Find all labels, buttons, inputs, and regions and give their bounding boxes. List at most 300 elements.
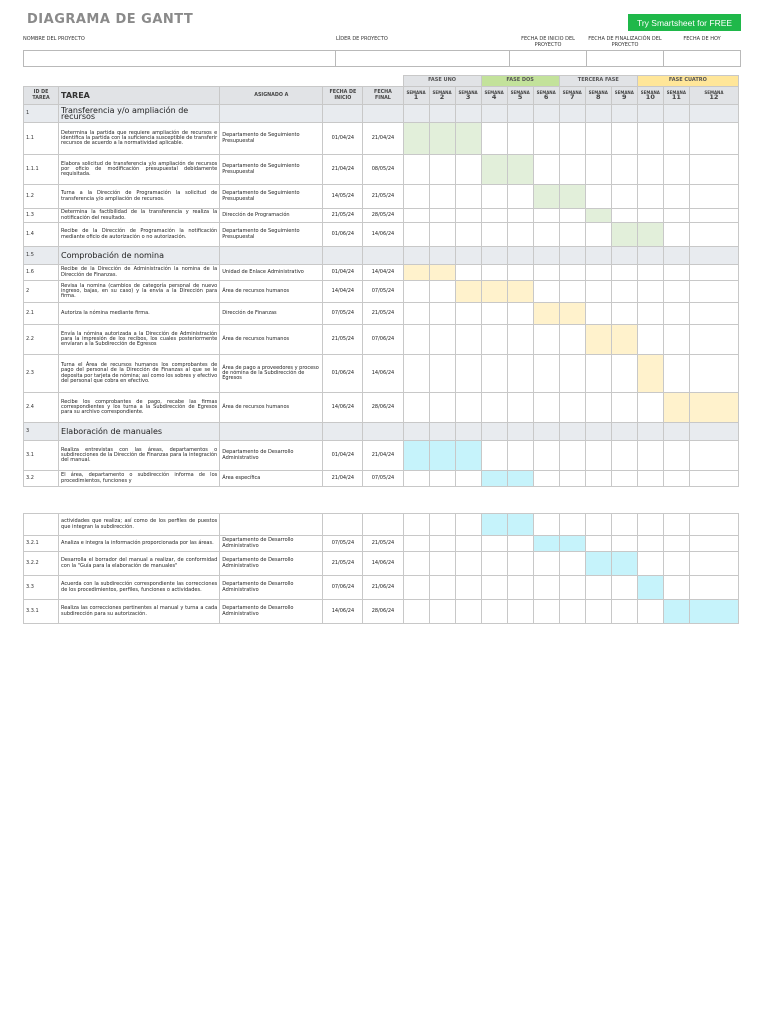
section-empty-cell: [220, 105, 323, 123]
task-assignee: Dirección de Programación: [220, 209, 323, 223]
week-cell: [611, 441, 637, 471]
week-cell: [533, 423, 559, 441]
task-start-date: 21/05/24: [323, 552, 363, 576]
week-cell: [481, 105, 507, 123]
week-cell: [429, 471, 455, 487]
project-today-field[interactable]: [663, 50, 741, 67]
week-number: 7: [569, 93, 575, 101]
week-cell: [611, 514, 637, 536]
week-cell: [429, 393, 455, 423]
section-empty-cell: [220, 423, 323, 441]
week-cell: [403, 552, 429, 576]
week-cell: [585, 223, 611, 247]
week-cell: [429, 552, 455, 576]
week-cell: [663, 576, 689, 600]
task-id: 3.2: [24, 471, 59, 487]
week-cell: [507, 123, 533, 155]
week-cell: [455, 303, 481, 325]
task-row: [24, 223, 739, 247]
week-cell: [403, 355, 429, 393]
week-label: SEMANA: [562, 89, 582, 95]
week-cell: [533, 576, 559, 600]
week-header-7: [559, 87, 585, 105]
week-cell: [689, 105, 738, 123]
week-cell: [533, 552, 559, 576]
task-id: 3.1: [24, 441, 59, 471]
week-cell: [403, 223, 429, 247]
week-cell: [559, 576, 585, 600]
week-number: 11: [671, 93, 681, 101]
week-cell: [637, 600, 663, 624]
week-cell: [455, 552, 481, 576]
week-cell-active: [533, 185, 559, 209]
week-cell: [689, 209, 738, 223]
task-description: Acuerda con la subdirección correspondiente las correcciones de los procedimientos, perfiles, funciones o actividades.: [59, 576, 220, 600]
task-end-date: [363, 514, 403, 536]
task-id: 2: [24, 281, 59, 303]
week-cell-active: [559, 536, 585, 552]
task-start-date: 01/04/24: [323, 265, 363, 281]
week-label: SEMANA: [406, 89, 426, 95]
week-cell: [429, 281, 455, 303]
phase-header-3: TERCERA FASE: [559, 76, 637, 87]
week-cell: [429, 423, 455, 441]
week-cell: [455, 355, 481, 393]
week-cell: [507, 325, 533, 355]
week-header-12: [689, 87, 738, 105]
week-cell: [637, 155, 663, 185]
task-row: [24, 471, 739, 487]
week-cell: [481, 185, 507, 209]
week-cell-active: [585, 552, 611, 576]
week-label: SEMANA: [704, 89, 724, 95]
project-today-label: FECHA DE HOY: [683, 36, 721, 42]
week-cell: [611, 303, 637, 325]
task-assignee: Unidad de Enlace Administrativo: [220, 265, 323, 281]
section-empty-cell: [323, 423, 363, 441]
task-assignee: Área de pago a proveedores y proceso de nómina de la Subdirección de Egresos: [220, 355, 323, 393]
task-start-date: 01/06/24: [323, 223, 363, 247]
project-end-field[interactable]: [586, 50, 664, 67]
task-assignee: Departamento de Desarrollo Administrativo: [220, 552, 323, 576]
week-cell-active: [429, 441, 455, 471]
week-cell: [689, 552, 738, 576]
week-cell: [611, 423, 637, 441]
week-cell: [663, 155, 689, 185]
week-cell: [689, 471, 738, 487]
week-cell-active: [403, 441, 429, 471]
try-smartsheet-button[interactable]: Try Smartsheet for FREE: [628, 14, 741, 31]
phase-header-4: FASE CUATRO: [637, 76, 738, 87]
week-cell: [455, 155, 481, 185]
week-cell: [689, 281, 738, 303]
task-start-date: 07/05/24: [323, 536, 363, 552]
week-cell: [429, 155, 455, 185]
week-cell: [559, 209, 585, 223]
week-cell: [481, 303, 507, 325]
task-start-date: 14/05/24: [323, 185, 363, 209]
task-assignee: Departamento de Desarrollo Administrativo: [220, 576, 323, 600]
project-leader-label: LÍDER DE PROYECTO: [336, 36, 388, 42]
week-cell: [533, 209, 559, 223]
week-header-2: [429, 87, 455, 105]
week-cell: [455, 514, 481, 536]
week-cell-active: [507, 281, 533, 303]
week-cell: [637, 209, 663, 223]
week-cell-active: [429, 123, 455, 155]
gantt-table-continued: [23, 513, 739, 624]
week-cell: [533, 281, 559, 303]
week-cell: [585, 393, 611, 423]
week-cell-active: [507, 514, 533, 536]
task-assignee: [220, 514, 323, 536]
week-cell: [585, 576, 611, 600]
week-cell: [637, 325, 663, 355]
task-end-date: 21/04/24: [363, 123, 403, 155]
project-start-field[interactable]: [509, 50, 587, 67]
task-end-date: 28/05/24: [363, 209, 403, 223]
task-id: [24, 514, 59, 536]
task-assignee: Área específica: [220, 471, 323, 487]
week-cell: [403, 576, 429, 600]
section-empty-cell: [363, 105, 403, 123]
week-cell: [663, 514, 689, 536]
task-assignee: Departamento de Desarrollo Administrativo: [220, 600, 323, 624]
task-row: [24, 600, 739, 624]
week-cell: [585, 423, 611, 441]
task-start-date: 14/06/24: [323, 600, 363, 624]
gantt-table: [23, 75, 739, 487]
week-cell: [455, 325, 481, 355]
task-assignee: Departamento de Seguimiento Presupuestal: [220, 185, 323, 209]
week-cell: [637, 281, 663, 303]
week-cell: [455, 265, 481, 281]
week-cell: [637, 441, 663, 471]
week-cell: [611, 265, 637, 281]
week-label: SEMANA: [510, 89, 530, 95]
week-cell: [585, 514, 611, 536]
week-cell: [559, 247, 585, 265]
task-row: [24, 155, 739, 185]
task-id: 3.3: [24, 576, 59, 600]
week-cell: [507, 105, 533, 123]
week-cell: [403, 209, 429, 223]
week-cell: [481, 393, 507, 423]
task-end-date: 07/05/24: [363, 471, 403, 487]
week-header-8: [585, 87, 611, 105]
task-id: 3: [24, 423, 59, 441]
task-description: Analiza e integra la información proporcionada por las áreas.: [59, 536, 220, 552]
week-cell: [507, 223, 533, 247]
task-start-date: 01/06/24: [323, 355, 363, 393]
task-description: Desarrolla el borrador del manual a realizar, de conformidad con la "Guía para la elaboración de manuales": [59, 552, 220, 576]
task-id: 3.2.2: [24, 552, 59, 576]
week-cell: [559, 325, 585, 355]
task-row: [24, 536, 739, 552]
week-cell: [611, 355, 637, 393]
week-cell: [637, 514, 663, 536]
week-cell: [429, 536, 455, 552]
task-id: 1.1: [24, 123, 59, 155]
section-empty-cell: [323, 247, 363, 265]
week-cell: [689, 355, 738, 393]
section-empty-cell: [363, 247, 403, 265]
task-start-date: 14/04/24: [323, 281, 363, 303]
week-cell: [455, 600, 481, 624]
week-cell: [689, 155, 738, 185]
week-cell: [403, 393, 429, 423]
task-end-date: 07/05/24: [363, 281, 403, 303]
task-start-date: 01/04/24: [323, 441, 363, 471]
week-cell: [455, 247, 481, 265]
week-cell: [403, 155, 429, 185]
task-description: Realiza las correcciones pertinentes al manual y turna a cada subdirección para su autorización.: [59, 600, 220, 624]
task-start-date: 21/04/24: [323, 471, 363, 487]
week-cell: [559, 155, 585, 185]
week-cell: [689, 265, 738, 281]
week-number: 3: [465, 93, 471, 101]
week-cell-active: [637, 223, 663, 247]
phase-row: [24, 76, 739, 87]
week-cell: [611, 155, 637, 185]
week-cell: [429, 355, 455, 393]
week-cell: [507, 355, 533, 393]
week-cell: [559, 441, 585, 471]
week-cell: [689, 576, 738, 600]
week-cell: [637, 423, 663, 441]
week-cell: [663, 247, 689, 265]
task-header: TAREA: [59, 87, 220, 105]
week-cell-active: [611, 223, 637, 247]
week-cell: [585, 185, 611, 209]
task-row: [24, 325, 739, 355]
week-cell-active: [533, 536, 559, 552]
week-header-1: [403, 87, 429, 105]
week-number: 6: [543, 93, 549, 101]
week-cell: [585, 155, 611, 185]
task-id: 2.2: [24, 325, 59, 355]
project-start-label: FECHA DE INICIO DEL PROYECTO: [521, 36, 575, 48]
week-cell: [559, 471, 585, 487]
week-cell: [637, 247, 663, 265]
task-description: Envía la nómina autorizada a la Dirección de Administración para la impresión de los recibos, los cuales posteriormente envíaran a la Subdirección de Egresos: [59, 325, 220, 355]
task-end-date: 21/05/24: [363, 303, 403, 325]
week-cell: [507, 576, 533, 600]
week-label: SEMANA: [458, 89, 478, 95]
week-number: 8: [595, 93, 601, 101]
week-number: 12: [709, 93, 719, 101]
week-cell: [689, 423, 738, 441]
task-id: 2.1: [24, 303, 59, 325]
week-cell: [533, 223, 559, 247]
week-cell: [455, 393, 481, 423]
week-cell: [559, 423, 585, 441]
task-end-date: 21/05/24: [363, 536, 403, 552]
week-cell: [455, 536, 481, 552]
week-cell: [663, 355, 689, 393]
week-cell: [429, 325, 455, 355]
week-cell: [585, 105, 611, 123]
project-end-label: FECHA DE FINALIZACIÓN DEL PROYECTO: [588, 36, 662, 48]
week-label: SEMANA: [614, 89, 634, 95]
week-cell: [637, 536, 663, 552]
week-cell: [403, 281, 429, 303]
week-header-10: [637, 87, 663, 105]
week-cell: [585, 123, 611, 155]
week-cell: [663, 265, 689, 281]
task-assignee: Área de recursos humanos: [220, 281, 323, 303]
project-name-field[interactable]: [23, 50, 336, 67]
week-cell: [507, 423, 533, 441]
week-cell-active: [455, 281, 481, 303]
task-id: 1.2: [24, 185, 59, 209]
task-assignee: Departamento de Seguimiento Presupuestal: [220, 155, 323, 185]
week-cell: [585, 281, 611, 303]
task-description: actividades que realiza; así como de los perfiles de puestos que integran la subdirección.: [59, 514, 220, 536]
week-cell: [611, 471, 637, 487]
week-cell: [663, 281, 689, 303]
week-cell: [663, 552, 689, 576]
task-id: 1: [24, 105, 59, 123]
week-number: 9: [622, 93, 627, 101]
week-header-11: [663, 87, 689, 105]
week-cell-active: [559, 185, 585, 209]
week-cell: [637, 393, 663, 423]
week-cell: [663, 303, 689, 325]
week-cell-active: [533, 303, 559, 325]
week-cell: [533, 123, 559, 155]
task-start-date: 01/04/24: [323, 123, 363, 155]
task-id: 1.3: [24, 209, 59, 223]
week-cell: [663, 471, 689, 487]
task-assignee: Dirección de Finanzas: [220, 303, 323, 325]
week-cell: [533, 600, 559, 624]
week-cell: [455, 223, 481, 247]
week-cell: [689, 325, 738, 355]
task-row: [24, 355, 739, 393]
week-cell: [689, 185, 738, 209]
week-cell: [559, 552, 585, 576]
task-row: [24, 281, 739, 303]
week-cell: [637, 123, 663, 155]
week-cell: [481, 536, 507, 552]
week-cell: [611, 281, 637, 303]
week-cell: [611, 576, 637, 600]
phase-spacer: [24, 76, 404, 87]
week-cell: [663, 536, 689, 552]
task-id: 1.5: [24, 247, 59, 265]
week-cell: [585, 247, 611, 265]
week-cell: [507, 209, 533, 223]
week-cell: [689, 303, 738, 325]
week-cell-active: [507, 471, 533, 487]
task-assignee: Área de recursos humanos: [220, 325, 323, 355]
week-cell: [533, 105, 559, 123]
week-cell: [663, 209, 689, 223]
task-description: Realiza entrevistas con las áreas, departamentos o subdirecciones de la Dirección de Finanzas para la integración del manual.: [59, 441, 220, 471]
task-row: [24, 265, 739, 281]
phase-header-2: FASE DOS: [481, 76, 559, 87]
task-description: Determina la partida que requiere ampliación de recursos e identifica la partida con la suficiencia susceptible de transferir recursos de acuerdo a la normatividad aplicable.: [59, 123, 220, 155]
project-leader-field[interactable]: [335, 50, 510, 67]
task-start-date: 21/05/24: [323, 209, 363, 223]
task-description: Turna el Área de recursos humanos los comprobantes de pago del personal de la Dirección de Finanzas al que se le deposita por tarjeta de nómina; así como los sobres y efectivo del personal que cobra en efectivo.: [59, 355, 220, 393]
task-end-date: 21/06/24: [363, 576, 403, 600]
week-cell: [559, 600, 585, 624]
week-cell: [429, 303, 455, 325]
week-cell: [481, 325, 507, 355]
week-cell: [507, 536, 533, 552]
week-cell: [637, 265, 663, 281]
task-row: [24, 185, 739, 209]
week-cell: [689, 514, 738, 536]
week-cell: [403, 185, 429, 209]
week-cell: [507, 185, 533, 209]
week-cell: [507, 265, 533, 281]
week-cell: [585, 471, 611, 487]
week-cell: [663, 423, 689, 441]
week-cell: [481, 247, 507, 265]
week-cell: [481, 265, 507, 281]
week-cell: [559, 265, 585, 281]
section-title: Elaboración de manuales: [59, 423, 220, 441]
task-row: [24, 123, 739, 155]
task-description: Revisa la nomina (cambios de categoría personal de nuevo ingreso, bajas, en su caso) y la envía a la Dirección para firma.: [59, 281, 220, 303]
week-cell-active: [481, 514, 507, 536]
week-cell: [455, 471, 481, 487]
week-cell: [559, 223, 585, 247]
week-cell: [455, 209, 481, 223]
id-header: ID DE TAREA: [24, 87, 59, 105]
week-cell-active: [455, 123, 481, 155]
task-id: 2.4: [24, 393, 59, 423]
section-empty-cell: [363, 423, 403, 441]
week-number: 5: [517, 93, 523, 101]
week-cell-active: [585, 209, 611, 223]
week-cell: [455, 576, 481, 600]
week-cell: [481, 576, 507, 600]
week-cell: [481, 441, 507, 471]
week-cell-active: [403, 265, 429, 281]
task-end-date: 14/06/24: [363, 552, 403, 576]
week-cell: [585, 355, 611, 393]
week-cell: [611, 247, 637, 265]
task-id: 3.2.1: [24, 536, 59, 552]
week-cell: [403, 536, 429, 552]
task-start-date: 21/04/24: [323, 155, 363, 185]
week-cell: [637, 303, 663, 325]
week-header-6: [533, 87, 559, 105]
week-cell: [533, 247, 559, 265]
week-cell-active: [611, 325, 637, 355]
week-cell: [507, 441, 533, 471]
week-cell: [663, 123, 689, 155]
week-cell: [611, 209, 637, 223]
week-cell-active: [507, 155, 533, 185]
section-row: [24, 105, 739, 123]
week-cell-active: [637, 355, 663, 393]
week-cell: [689, 123, 738, 155]
week-cell: [663, 325, 689, 355]
task-row: [24, 576, 739, 600]
week-cell: [429, 105, 455, 123]
task-row: [24, 552, 739, 576]
task-description: Recibe los comprobantes de pago, recabe las firmas correspondientes y los turna a la Subdirección de Egresos para su archivo correspondiente.: [59, 393, 220, 423]
week-cell: [585, 265, 611, 281]
task-description: Recibe de la Dirección de Administración la nomina de la Dirección de Finanzas.: [59, 265, 220, 281]
task-end-date: 28/06/24: [363, 600, 403, 624]
week-cell-active: [481, 471, 507, 487]
